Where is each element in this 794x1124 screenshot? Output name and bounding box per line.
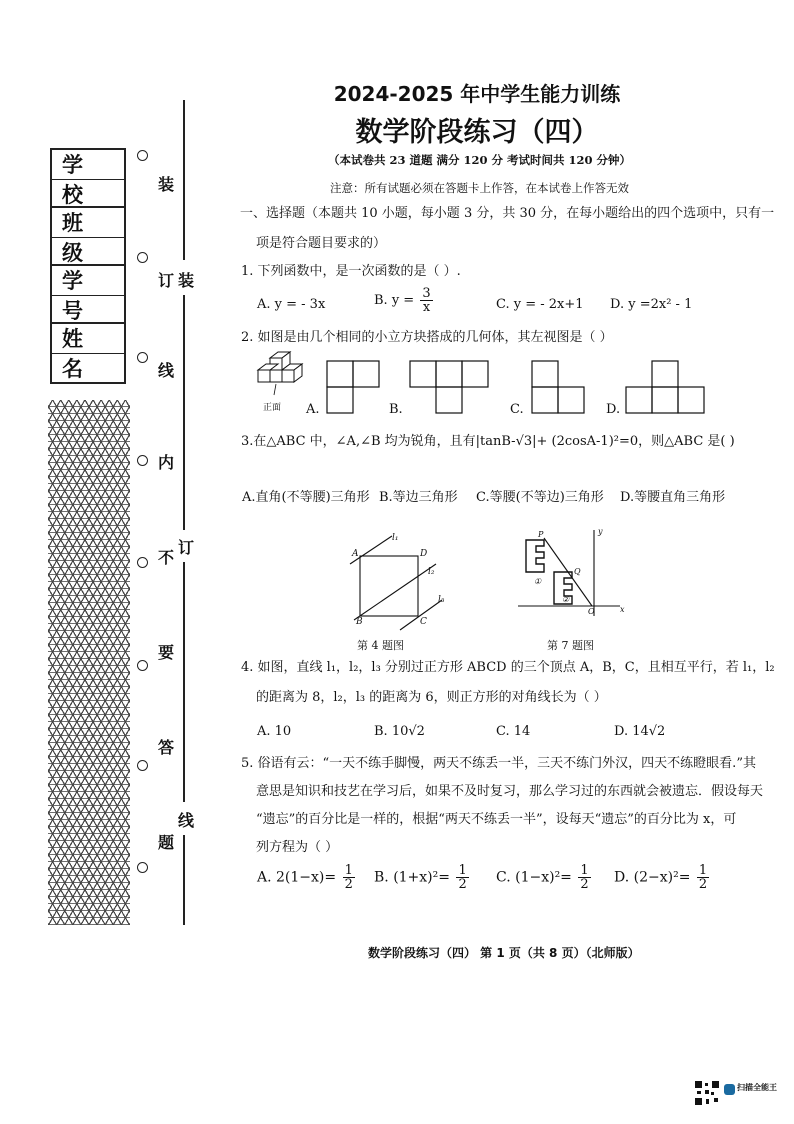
- seal-char: 线: [178, 811, 195, 830]
- binding-hole-2: [137, 252, 148, 263]
- figure-7-caption: 第 7 题图: [547, 639, 594, 652]
- fig4-label-l3: l₃: [438, 595, 445, 605]
- question-4-stem-cont: 的距离为 8，l₂，l₃ 的距离为 6，则正方形的对角线长为（ ）: [256, 690, 607, 705]
- fig4-label-l1: l₁: [392, 533, 399, 543]
- question-3-stem: 3.在△ABC 中，∠A,∠B 均为锐角，且有|tanB-√3|+ (2cosA-1)²=0，则△ABC 是( ): [241, 434, 735, 449]
- student-info-box: [50, 148, 126, 384]
- seal-char: 线: [158, 361, 175, 380]
- question-3-option-b: B.等边三角形: [379, 490, 458, 505]
- question-5-option-b: B. (1+x)²= $\frac{1}{2}$: [374, 863, 467, 892]
- question-2-option-a-view: [323, 359, 383, 415]
- seal-char: 订: [178, 538, 195, 557]
- fig7-label-1: ①: [534, 577, 542, 586]
- question-2-option-a: A.: [306, 402, 320, 417]
- fig4-label-a: A: [352, 549, 359, 559]
- exam-info: （本试卷共 23 道题 满分 120 分 考试时间共 120 分钟）: [328, 153, 632, 167]
- fig7-label-o: O: [588, 607, 595, 616]
- scanner-stamp: [694, 1080, 784, 1110]
- question-5-stem-cont-3: 列方程为（ ）: [256, 840, 339, 855]
- question-3-option-a: A.直角(不等腰)三角形: [242, 490, 370, 505]
- binding-hole-5: [137, 557, 148, 568]
- exam-series-title: 2024-2025 年中学生能力训练: [333, 82, 621, 106]
- name-label: 姓 名: [52, 324, 124, 354]
- fraction: $\frac{3}{x}$: [422, 286, 431, 315]
- binding-hole-8: [137, 862, 148, 873]
- seal-char: 装: [178, 271, 195, 290]
- page-footer: 数学阶段练习（四） 第 1 页（共 8 页）（北师版）: [368, 946, 640, 960]
- question-4-option-c: C. 14: [496, 724, 531, 739]
- question-5-stem: 5. 俗语有云：“一天不练手脚慢，两天不练丢一半，三天不练门外汉，四天不练瞪眼看.”其: [241, 756, 756, 771]
- question-1-option-c: C. y = - 2x+1: [496, 297, 584, 312]
- section-heading: 一、选择题（本题共 10 小题，每小题 3 分，共 30 分，在每小题给出的四个选项中，只有一: [240, 206, 775, 221]
- question-5-option-a: A. 2(1−x)= $\frac{1}{2}$: [257, 863, 353, 892]
- fig4-label-d: D: [420, 549, 428, 559]
- seal-char: 装: [158, 175, 175, 194]
- question-5-stem-cont-1: 意思是知识和技艺在学习后，如果不及时复习，那么学习过的东西就会被遗忘．假设每天: [256, 784, 764, 799]
- school-label: 学 校: [52, 150, 124, 180]
- question-2-option-d: D.: [606, 402, 621, 417]
- question-3-option-c: C.等腰(不等边)三角形: [476, 490, 604, 505]
- binding-hole-7: [137, 760, 148, 771]
- question-1-option-b: B. y = $\frac{3}{x}$: [374, 286, 431, 315]
- binding-hatch-pattern: [48, 400, 130, 925]
- figure-4: [340, 530, 460, 630]
- question-2-stem: 2. 如图是由几个相同的小立方块搭成的几何体，其左视图是（ ）: [241, 330, 613, 345]
- question-3-option-d: D.等腰直角三角形: [620, 490, 726, 505]
- question-5-stem-cont-2: “遗忘”的百分比是一样的，根据“两天不练丢一半”，设每天“遗忘”的百分比为 x，可: [256, 812, 737, 827]
- binding-hole-1: [137, 150, 148, 161]
- figure-4-caption: 第 4 题图: [357, 639, 404, 652]
- figure-7: [512, 528, 632, 628]
- question-1-stem: 1. 下列函数中，是一次函数的是（ ）.: [241, 264, 461, 279]
- question-1-option-a: A. y = - 3x: [257, 297, 326, 312]
- seal-char: 不: [158, 548, 175, 567]
- question-5-option-d: D. (2−x)²= $\frac{1}{2}$: [614, 863, 708, 892]
- class-label: 班 级: [52, 208, 124, 238]
- binding-line-lower: [183, 562, 185, 802]
- binding-hole-6: [137, 660, 148, 671]
- question-2-option-b-view: [408, 359, 492, 415]
- student-number-label: 学 号: [52, 266, 124, 296]
- fig7-label-p: P: [538, 530, 544, 539]
- question-4-option-a: A. 10: [257, 724, 292, 739]
- section-heading-cont: 项是符合题目要求的）: [256, 236, 387, 251]
- fig7-label-2: ②: [562, 595, 570, 604]
- question-4-stem: 4. 如图，直线 l₁，l₂，l₃ 分别过正方形 ABCD 的三个顶点 A，B，C，且相互平行，若 l₁，l₂: [241, 660, 775, 675]
- binding-line-bottom: [183, 835, 185, 925]
- fig7-label-q: Q: [574, 567, 581, 576]
- exam-notice: 注意：所有试题必须在答题卡上作答，在本试卷上作答无效: [330, 181, 629, 195]
- seal-char: 订: [158, 271, 175, 290]
- fig7-label-x: x: [620, 605, 625, 614]
- question-5-option-c: C. (1−x)²= $\frac{1}{2}$: [496, 863, 589, 892]
- seal-char: 要: [158, 643, 175, 662]
- binding-hole-4: [137, 455, 148, 466]
- question-2-option-c-view: [528, 359, 588, 415]
- front-view-label: 正面: [263, 403, 282, 413]
- binding-hole-3: [137, 352, 148, 363]
- scanner-app-name: 扫描全能王: [737, 1083, 777, 1092]
- fig4-label-l2: l₂: [428, 567, 435, 577]
- fraction: $\frac{1}{2}$: [458, 863, 467, 892]
- seal-char: 答: [158, 738, 175, 757]
- question-1-option-d: D. y =2x² - 1: [610, 297, 693, 312]
- fraction: $\frac{1}{2}$: [344, 863, 353, 892]
- question-2-option-d-view: [624, 359, 708, 415]
- question-4-option-d: D. 14√2: [614, 724, 666, 739]
- question-2-option-b: B.: [389, 402, 403, 417]
- seal-char: 内: [158, 453, 175, 472]
- fraction: $\frac{1}{2}$: [580, 863, 589, 892]
- fig7-label-y: y: [598, 527, 603, 536]
- binding-line-middle: [183, 295, 185, 530]
- seal-char: 题: [158, 833, 175, 852]
- exam-title: 数学阶段练习（四）: [355, 117, 599, 148]
- fig4-label-c: C: [420, 617, 427, 627]
- question-4-option-b: B. 10√2: [374, 724, 425, 739]
- question-2-option-c: C.: [510, 402, 524, 417]
- cs-logo-icon: [724, 1084, 735, 1095]
- qr-code-icon: [694, 1080, 720, 1106]
- fraction: $\frac{1}{2}$: [698, 863, 708, 892]
- fig4-label-b: B: [356, 617, 363, 627]
